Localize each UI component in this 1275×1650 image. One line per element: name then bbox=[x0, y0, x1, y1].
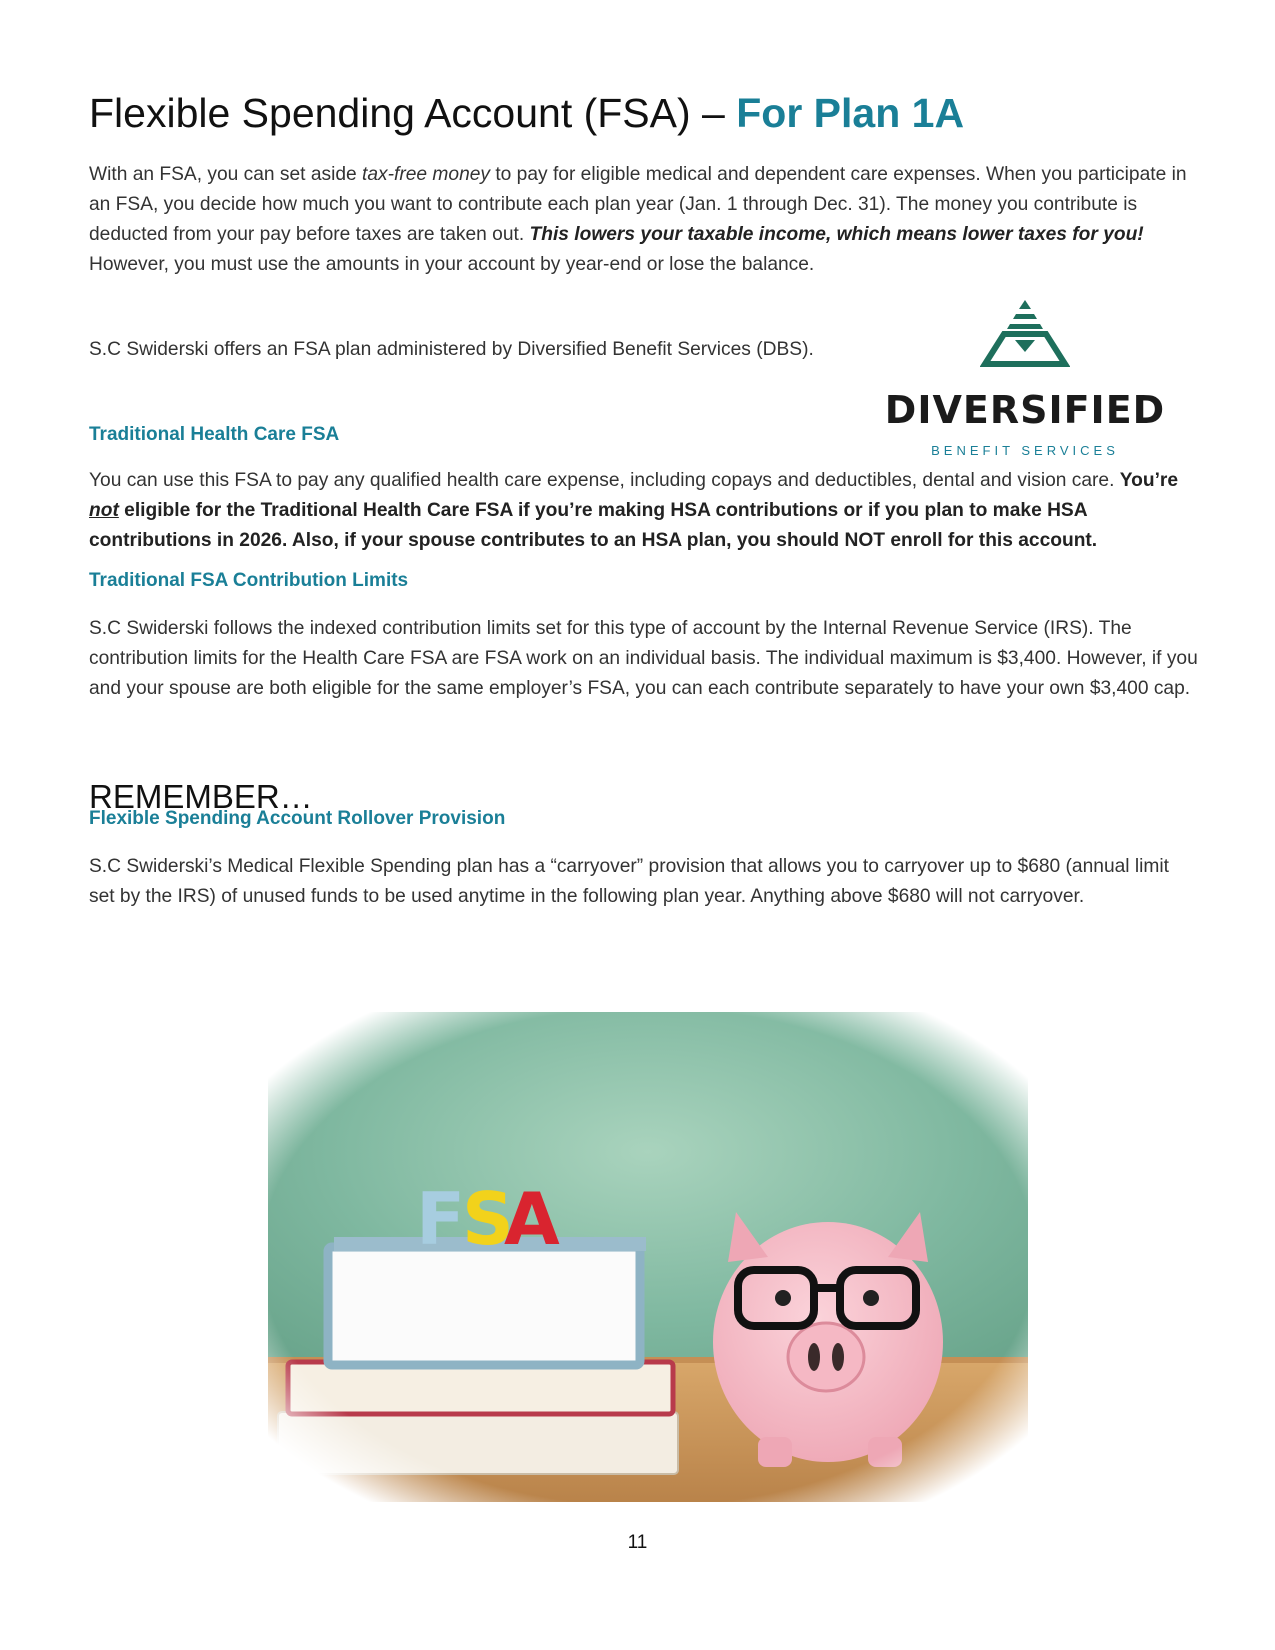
traditional-text: You can use this FSA to pay any qualified health care expense, including copays and deductibles, dental and vision care. bbox=[89, 470, 1120, 491]
limits-heading: Traditional FSA Contribution Limits bbox=[89, 570, 409, 591]
limits-paragraph: S.C Swiderski follows the indexed contribution limits set for this type of account by the Internal Revenue Service (IRS). The contribution limits for the Health Care FSA are FSA work on an individual basis. The individual maximum is $3,400. However, if you and your spouse are both eligible for the same employer’s FSA, you can each contribute separately to have your own $3,400 cap. bbox=[89, 618, 1198, 699]
eligibility-not-emphasis: not bbox=[89, 500, 119, 521]
logo-brand-name: DIVERSIFIED bbox=[884, 388, 1166, 432]
intro-paragraph bbox=[89, 160, 1199, 280]
intro-text-middle: to pay for eligible medical and dependent care expenses. When you participate in an FSA, you decide how much you want to contribute each plan year (Jan. 1 through Dec. 31). The money you contribute is deducted from your pay before taxes are taken out. bbox=[89, 164, 1187, 245]
eligibility-text-end: eligible for the Traditional Health Care FSA if you’re making HSA contributions or if you plan to make HSA contributions in 2026. Also, if your spouse contributes to an HSA plan, you should NOT enroll for this account. bbox=[89, 500, 1098, 551]
eligibility-text-start: You’re bbox=[1119, 470, 1179, 491]
fsa-books-piggy-bank-photo bbox=[268, 1012, 1028, 1502]
intro-tax-free-emphasis: tax-free money bbox=[362, 164, 491, 185]
traditional-paragraph bbox=[89, 466, 1199, 556]
rollover-heading: Flexible Spending Account Rollover Provision bbox=[89, 808, 506, 829]
intro-text-end: However, you must use the amounts in your account by year-end or lose the balance. bbox=[89, 254, 815, 275]
title-plan-accent: For Plan 1A bbox=[736, 90, 965, 136]
remember-heading: REMEMBER… bbox=[89, 778, 313, 815]
traditional-heading: Traditional Health Care FSA bbox=[89, 424, 340, 445]
page-title bbox=[89, 90, 964, 137]
logo-tagline: BENEFIT SERVICES bbox=[931, 443, 1119, 458]
administrator-paragraph: S.C Swiderski offers an FSA plan administered by Diversified Benefit Services (DBS). bbox=[89, 339, 814, 360]
dbs-logo bbox=[880, 300, 1170, 465]
photo-illustration bbox=[268, 1012, 1028, 1502]
rollover-paragraph: S.C Swiderski’s Medical Flexible Spending plan has a “carryover” provision that allows you to carryover up to $680 (annual limit set by the IRS) of unused funds to be used anytime in the following plan year. Anything above $680 will not carryover. bbox=[89, 856, 1169, 907]
page-number: 11 bbox=[627, 1532, 648, 1553]
intro-lower-taxes-emphasis: This lowers your taxable income, which means lower taxes for you! bbox=[529, 224, 1144, 245]
intro-text-start: With an FSA, you can set aside bbox=[89, 164, 363, 185]
title-main: Flexible Spending Account (FSA) – bbox=[89, 90, 737, 136]
pyramid-logo-icon bbox=[980, 300, 1070, 370]
